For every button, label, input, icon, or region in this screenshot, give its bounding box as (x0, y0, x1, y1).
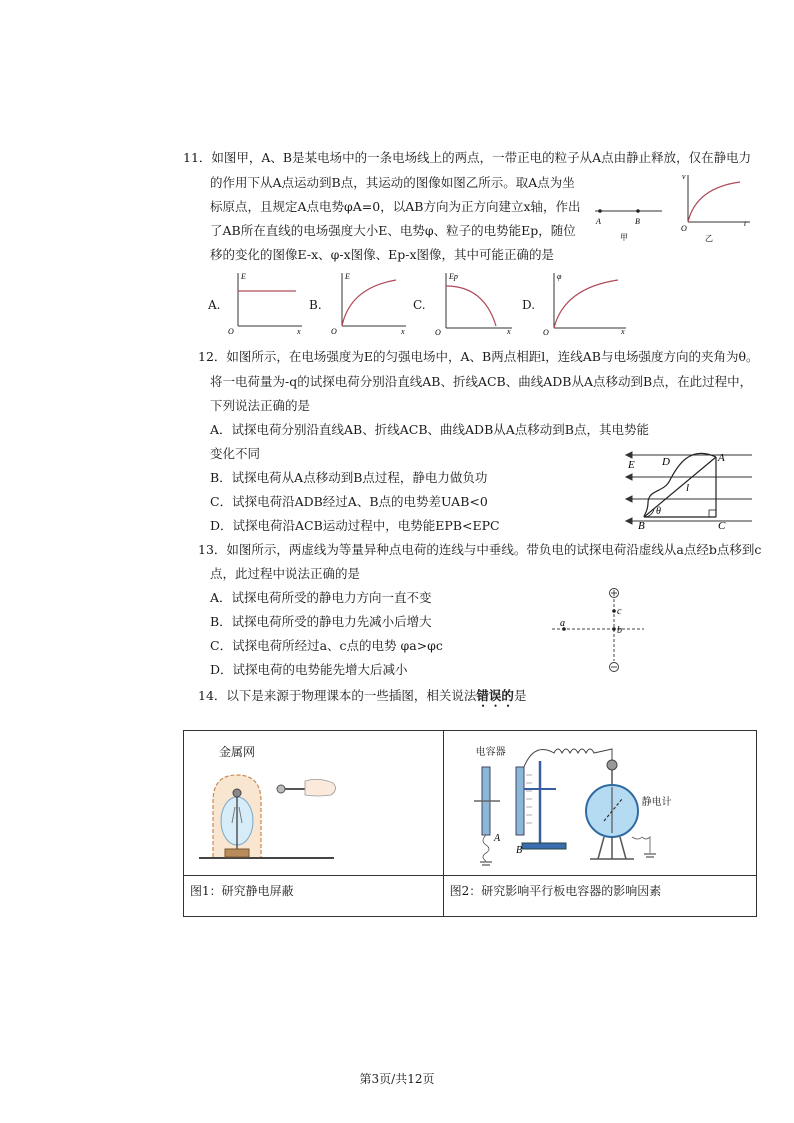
q14-figure-table (183, 730, 757, 917)
q14-fig2-capacitor-label: 电容器 (475, 747, 506, 758)
q14-caption-1-cell (184, 876, 444, 917)
svg-text:x: x (297, 327, 301, 336)
q11-jia-caption: 甲 (620, 233, 628, 242)
q11-yi-label-v: v (682, 172, 686, 181)
page-footer: 第3页/共12页 (359, 1072, 435, 1086)
q12-line-3: 下列说法正确的是 (210, 398, 311, 413)
svg-text:D: D (662, 456, 670, 468)
q14-figure-2-cell (443, 731, 756, 876)
q11-option-a-letter: A. (208, 298, 221, 312)
q11-line-1: 11．如图甲，A、B是某电场中的一条电场线上的两点，一带正电的粒子从A点由静止释放，仅在静电力 (183, 150, 752, 165)
q11-line-3: 标原点，且规定A点电势φA=0，以AB方向为正方向建立x轴，作出 (210, 199, 581, 214)
q13-option-b: B．试探电荷所受的静电力先减小后增大 (210, 614, 432, 629)
svg-text:x: x (621, 327, 625, 336)
q14-caption-2-cell (443, 876, 756, 917)
q14-fig1-shielding-illustration (199, 761, 439, 871)
q13-line-1: 13．如图所示，两虚线为等量异种点电荷的连线与中垂线。带负电的试探电荷沿虚线从a点经b点移到c (198, 542, 762, 557)
q11-line-4: 了AB所在直线的电场强度大小E、电势φ、粒子的电势能Ep，随位 (210, 223, 576, 238)
svg-text:B: B (515, 845, 522, 856)
q12-line-1: 12．如图所示，在电场强度为E的匀强电场中，A、B两点相距l，连线AB与电场强度方向的夹角为θ。 (198, 349, 759, 364)
q11-option-a-graph (228, 268, 308, 336)
svg-text:B: B (638, 520, 645, 532)
svg-text:a: a (560, 618, 565, 629)
svg-text:b: b (617, 625, 622, 636)
q13-option-d: D．试探电荷的电势能先增大后减小 (210, 662, 408, 677)
q14-emphasis: 错误的 (476, 688, 514, 703)
svg-text:E: E (345, 272, 350, 281)
q11-line-2: 的作用下从A点运动到B点，其运动的图像如图乙所示。取A点为坐 (210, 175, 575, 190)
svg-text:A: A (718, 452, 725, 464)
q12-option-c: C．试探电荷沿ADB经过A、B点的电势差UAB<0 (210, 494, 488, 509)
q12-option-d: D．试探电荷沿ACB运动过程中，电势能EPB<EPC (210, 518, 500, 533)
svg-text:E: E (628, 459, 635, 471)
q14-question: 14．以下是来源于物理课本的一些插图，相关说法错误的是 (198, 688, 527, 703)
q14-fig1-label: 金属网 (219, 745, 256, 759)
svg-text:c: c (617, 606, 622, 617)
q12-field-figure (620, 445, 755, 535)
svg-text:x: x (401, 327, 405, 336)
svg-text:l: l (686, 482, 690, 494)
q11-jia-label-a: A (596, 217, 601, 226)
svg-text:O: O (543, 328, 549, 337)
q13-line-2: 点，此过程中说法正确的是 (210, 566, 361, 581)
q11-option-d-letter: D. (522, 298, 536, 312)
svg-text:C: C (718, 520, 726, 532)
q11-figure-yi (678, 170, 758, 245)
q12-line-2: 将一电荷量为-q的试探电荷分别沿直线AB、折线ACB、曲线ADB从A点移动到B点，在此过程中， (210, 374, 753, 389)
svg-text:O: O (435, 328, 441, 337)
q12-option-a-line-2: 变化不同 (210, 446, 261, 461)
q11-figure-jia (590, 195, 670, 243)
q11-option-c-graph (434, 268, 516, 336)
svg-text:O: O (228, 327, 234, 336)
q14-figure-1-cell (184, 731, 444, 876)
svg-text:O: O (331, 327, 337, 336)
svg-text:θ: θ (656, 506, 661, 517)
svg-text:A: A (493, 833, 500, 844)
q13-option-c: C．试探电荷所经过a、c点的电势 φa>φc (210, 638, 443, 653)
q12-option-a-line-1: A．试探电荷分别沿直线AB、折线ACB、曲线ADB从A点移动到B点，其电势能 (210, 422, 649, 437)
svg-text:x: x (507, 327, 511, 336)
q11-option-d-graph (542, 268, 632, 336)
q11-jia-label-b: B (635, 217, 640, 226)
svg-text:E: E (241, 272, 246, 281)
q11-yi-label-o: O (681, 224, 687, 233)
q11-option-b-graph (330, 268, 410, 336)
q14-fig2-capacitor-illustration (464, 741, 754, 866)
q13-dipole-figure (548, 585, 648, 675)
q11-yi-caption: 乙 (705, 234, 713, 243)
q14-caption-2: 图2：研究影响平行板电容器的影响因素 (449, 884, 662, 898)
q11-option-b-letter: B. (309, 298, 322, 312)
q11-line-5: 移的变化的图像E-x、φ-x图像、Ep-x图像，其中可能正确的是 (210, 247, 555, 262)
q14-fig2-electrometer-label: 静电计 (641, 797, 672, 808)
q14-caption-1: 图1：研究静电屏蔽 (190, 884, 294, 898)
svg-text:Ep: Ep (449, 272, 458, 281)
q13-option-a: A．试探电荷所受的静电力方向一直不变 (210, 590, 432, 605)
q12-option-b: B．试探电荷从A点移动到B点过程，静电力做负功 (210, 470, 488, 485)
svg-text:φ: φ (557, 272, 562, 281)
q11-option-c-letter: C. (413, 298, 426, 312)
q11-yi-label-t: t (744, 219, 747, 228)
